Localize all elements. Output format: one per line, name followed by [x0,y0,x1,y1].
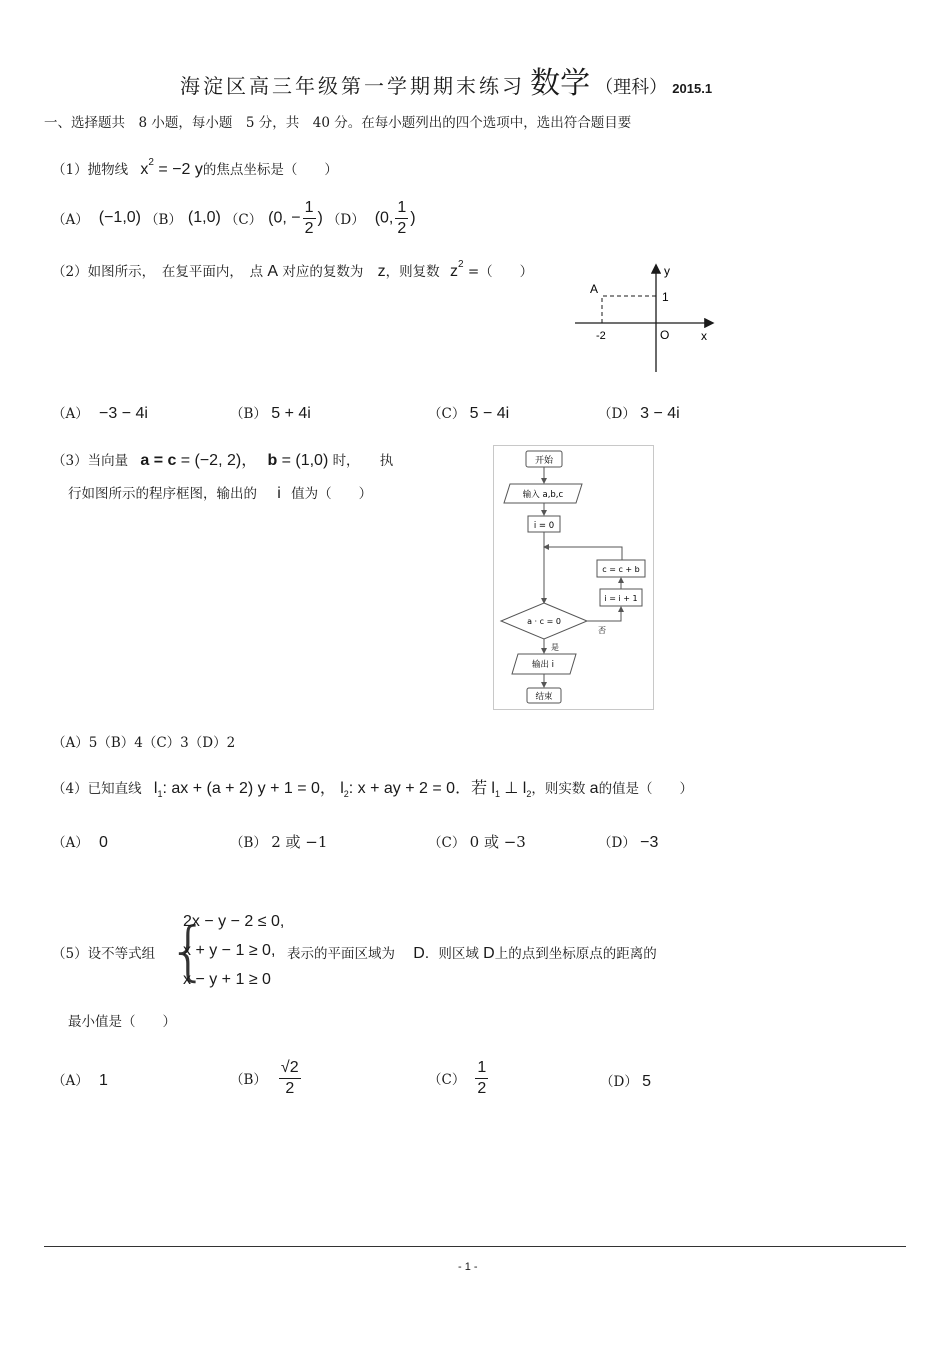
q4-text1: 已知直线 [87,781,142,797]
q2-option-b-value: 5 + 4i [271,405,311,422]
q4-eq2: : x + ay + 2 = 0．若 [348,780,488,797]
q5-option-a-value: 1 [99,1072,108,1089]
q5-option-c-label: （C） [428,1072,466,1088]
q3-flowchart-init-label: i = 0 [533,521,555,531]
q4-condition [491,780,531,797]
q1-option-c-fraction [303,200,316,237]
q4-option-b-value: 2 或 −1 [271,833,328,851]
q3-text2: 时， 执 [332,453,394,469]
q3-number: （3） [52,453,88,469]
q3-eq1: = (−2, 2)， [180,452,258,469]
q4-options [52,831,752,851]
q5-option-a [52,1069,108,1090]
q2-option-a-label: （A） [52,406,89,422]
q2-z2-sup: 2 [457,259,464,270]
q1-eq-x: x [140,161,149,178]
q1-option-d-den: 2 [397,219,407,237]
q3-stem-line2 [68,482,372,503]
q4-text3: 的值是（ ） [598,781,694,797]
q4-eq1: : ax + (a + 2) y + 1 = 0， [162,780,336,797]
q4-l2-sub: 2 [343,789,349,799]
q5-option-b [230,1052,303,1104]
q2-option-c-label: （C） [428,406,466,422]
page-number: - 1 - [458,1261,478,1273]
q2-dashed-guides [602,296,656,323]
q2-option-b [230,402,311,423]
q1-option-c-post: ) [317,209,323,227]
q4-option-b [230,831,327,852]
q5-stem-rest [287,942,657,963]
q3-flowchart-end-label: 结束 [535,692,553,702]
q3-flowchart-no-branch [587,607,621,621]
q4-text2: ，则实数 [531,781,586,797]
q3-flowchart-input-label: 输入 a,b,c [522,490,564,500]
q3-stem-line1 [52,447,393,470]
q1-option-c-label: （C） [224,212,263,228]
q3-options: （A）5（B）4（C）3（D）2 [52,735,236,751]
q5-option-c [428,1052,490,1104]
q3-eq2: = (1,0) [281,452,329,469]
q2-z-squared [449,259,464,280]
q2-text4: =（ ） [467,264,534,280]
q1-eq-rest: = −2 y [158,161,203,178]
q4-cond-l1: l [491,780,495,797]
q1-option-d-num: 1 [395,200,408,219]
q2-label-point-a: A [590,282,599,296]
q4-option-d-label: （D） [598,835,636,851]
q4-option-a-value: 0 [99,834,108,851]
q1-option-c [268,200,323,237]
q1-stem [52,157,338,179]
q2-text1: 如图所示， 在复平面内， 点 [87,264,264,280]
q3-flowchart-update-c-label: c = c + b [602,565,640,574]
q2-option-c [428,402,509,423]
q3-vector-ac: a = c [140,452,177,469]
q2-point: A [267,263,279,280]
q5-option-d-label: （D） [600,1074,638,1090]
q1-number: （1） [52,162,88,178]
q4-cond-l2-sub: 2 [526,789,532,799]
q2-option-b-label: （B） [230,406,267,422]
q2-option-c-value: 5 − 4i [469,405,510,422]
q2-coordinate-figure [570,262,720,377]
q2-label-neg-two: -2 [596,330,606,342]
q5-option-d [600,1070,651,1091]
q3-flowchart [493,445,654,710]
q4-option-c-label: （C） [428,835,466,851]
section-heading: 一、选择题共 8 小题，每小题 5 分，共 40 分。在每小题列出的四个选项中，选出符合题目要 [44,115,632,131]
q4-line2 [340,780,487,797]
q3-flowchart-decision-label: a · c = 0 [527,617,561,626]
q2-option-d-value: 3 − 4i [640,405,680,422]
q2-z2: z [449,263,458,280]
q1-option-d-post: ) [410,209,416,227]
q1-options [52,196,416,240]
q5-text1: 设不等式组 [87,946,156,962]
q5-option-a-label: （A） [52,1073,89,1089]
q5-inequality-3: x − y + 1 ≥ 0 [183,971,271,988]
q1-option-a: (−1,0) [98,209,141,226]
q5-option-b-label: （B） [230,1072,267,1088]
q5-text4: 上的点到坐标原点的距离的 [494,946,657,962]
q2-label-y: y [664,264,670,278]
q2-label-origin: O [660,328,670,342]
q4-number: （4） [52,781,88,797]
q5-var-d2: D [483,945,495,962]
q5-option-c-num: 1 [475,1060,488,1079]
q4-option-a [52,831,108,852]
q2-option-d-label: （D） [598,406,636,422]
q3-flowchart-output-label: 输出 i [531,660,555,670]
page-title [180,58,713,101]
q5-option-c-den: 2 [477,1079,487,1097]
q3-flowchart-start-label: 开始 [534,456,554,466]
q1-option-c-pre: (0, − [268,209,301,227]
title-subject: 数学 [530,66,591,101]
q5-inequality-1: 2x − y − 2 ≤ 0, [183,913,285,930]
q1-equation [140,157,203,178]
q3-flowchart-loop-top [544,547,622,560]
q5-option-b-num: √2 [279,1060,301,1079]
title-type: （理科） [595,77,668,98]
q4-option-d [598,831,658,852]
q5-option-d-value: 5 [642,1073,652,1090]
q4-option-a-label: （A） [52,835,89,851]
q1-option-d-pre: (0, [374,209,394,227]
q1-eq-sup: 2 [148,157,154,168]
q4-cond-l2: l [522,780,527,797]
q4-cond-l1-sub: 1 [494,789,500,799]
q5-number: （5） [52,946,88,962]
q2-label-one: 1 [662,290,669,304]
q4-option-d-value: −3 [640,834,659,851]
q2-number: （2） [52,264,88,280]
q1-option-c-num: 1 [303,200,316,219]
title-main: 海淀区高三年级第一学期期末练习 [180,74,525,98]
q4-line1 [154,780,336,797]
q3-line2-a: 行如图所示的程序框图，输出的 [68,486,257,502]
footer-rule [44,1246,906,1247]
q1-option-d-label: （D） [326,212,365,228]
q1-option-a-label: （A） [52,212,89,228]
q4-option-b-label: （B） [230,835,267,851]
q1-suffix: 的焦点坐标是（ ） [202,162,338,178]
q4-perp: ⊥ [499,780,523,797]
q2-stem [52,259,533,281]
q1-option-b: (1,0) [187,209,221,226]
q5-option-c-fraction [475,1060,488,1097]
q4-option-c-value: 0 或 −3 [469,833,526,851]
q5-inequality-2: x + y − 1 ≥ 0, [183,942,276,959]
q2-option-a-value: −3 − 4i [99,405,148,422]
q4-l1: l [153,780,158,797]
q3-flowchart-yes-label: 是 [551,643,559,652]
q3-vector-b: b [267,452,278,469]
q4-var-a: a [589,780,599,797]
q5-option-b-den: 2 [285,1079,295,1097]
q3-text1: 当向量 [87,453,129,469]
q2-z: z [377,263,386,280]
q2-text3: ，则复数 [385,264,440,280]
q1-option-d [375,200,416,237]
q2-option-d [598,402,680,423]
q5-text3: ．则区域 [424,946,479,962]
q1-option-d-fraction [395,200,408,237]
q3-flowchart-update-i-label: i = i + 1 [604,594,638,603]
q2-options [52,402,752,422]
q1-prefix: 抛物线 [87,162,129,178]
q1-option-b-label: （B） [145,212,182,228]
q4-stem [52,775,693,799]
q5-number-text [52,942,155,962]
q1-option-c-den: 2 [304,219,314,237]
q5-text2: 表示的平面区域为 [287,946,395,962]
q4-l1-sub: 1 [157,789,163,799]
q3-flowchart-no-label: 否 [598,626,606,635]
q5-options [52,1052,752,1107]
q3-line2-b: 值为（ ） [291,486,373,502]
q5-var-d: D [413,945,425,962]
q4-option-c [428,831,526,852]
q2-label-x: x [701,329,707,343]
q3-var-i: i [277,485,281,502]
q4-l2: l [340,780,344,797]
title-date: 2015.1 [672,81,713,96]
q5-brace: { [168,915,209,989]
q5-option-b-fraction [279,1060,301,1097]
q2-text2: 对应的复数为 [282,264,364,280]
q5-line2: 最小值是（ ） [68,1014,176,1030]
q2-option-a [52,402,148,423]
